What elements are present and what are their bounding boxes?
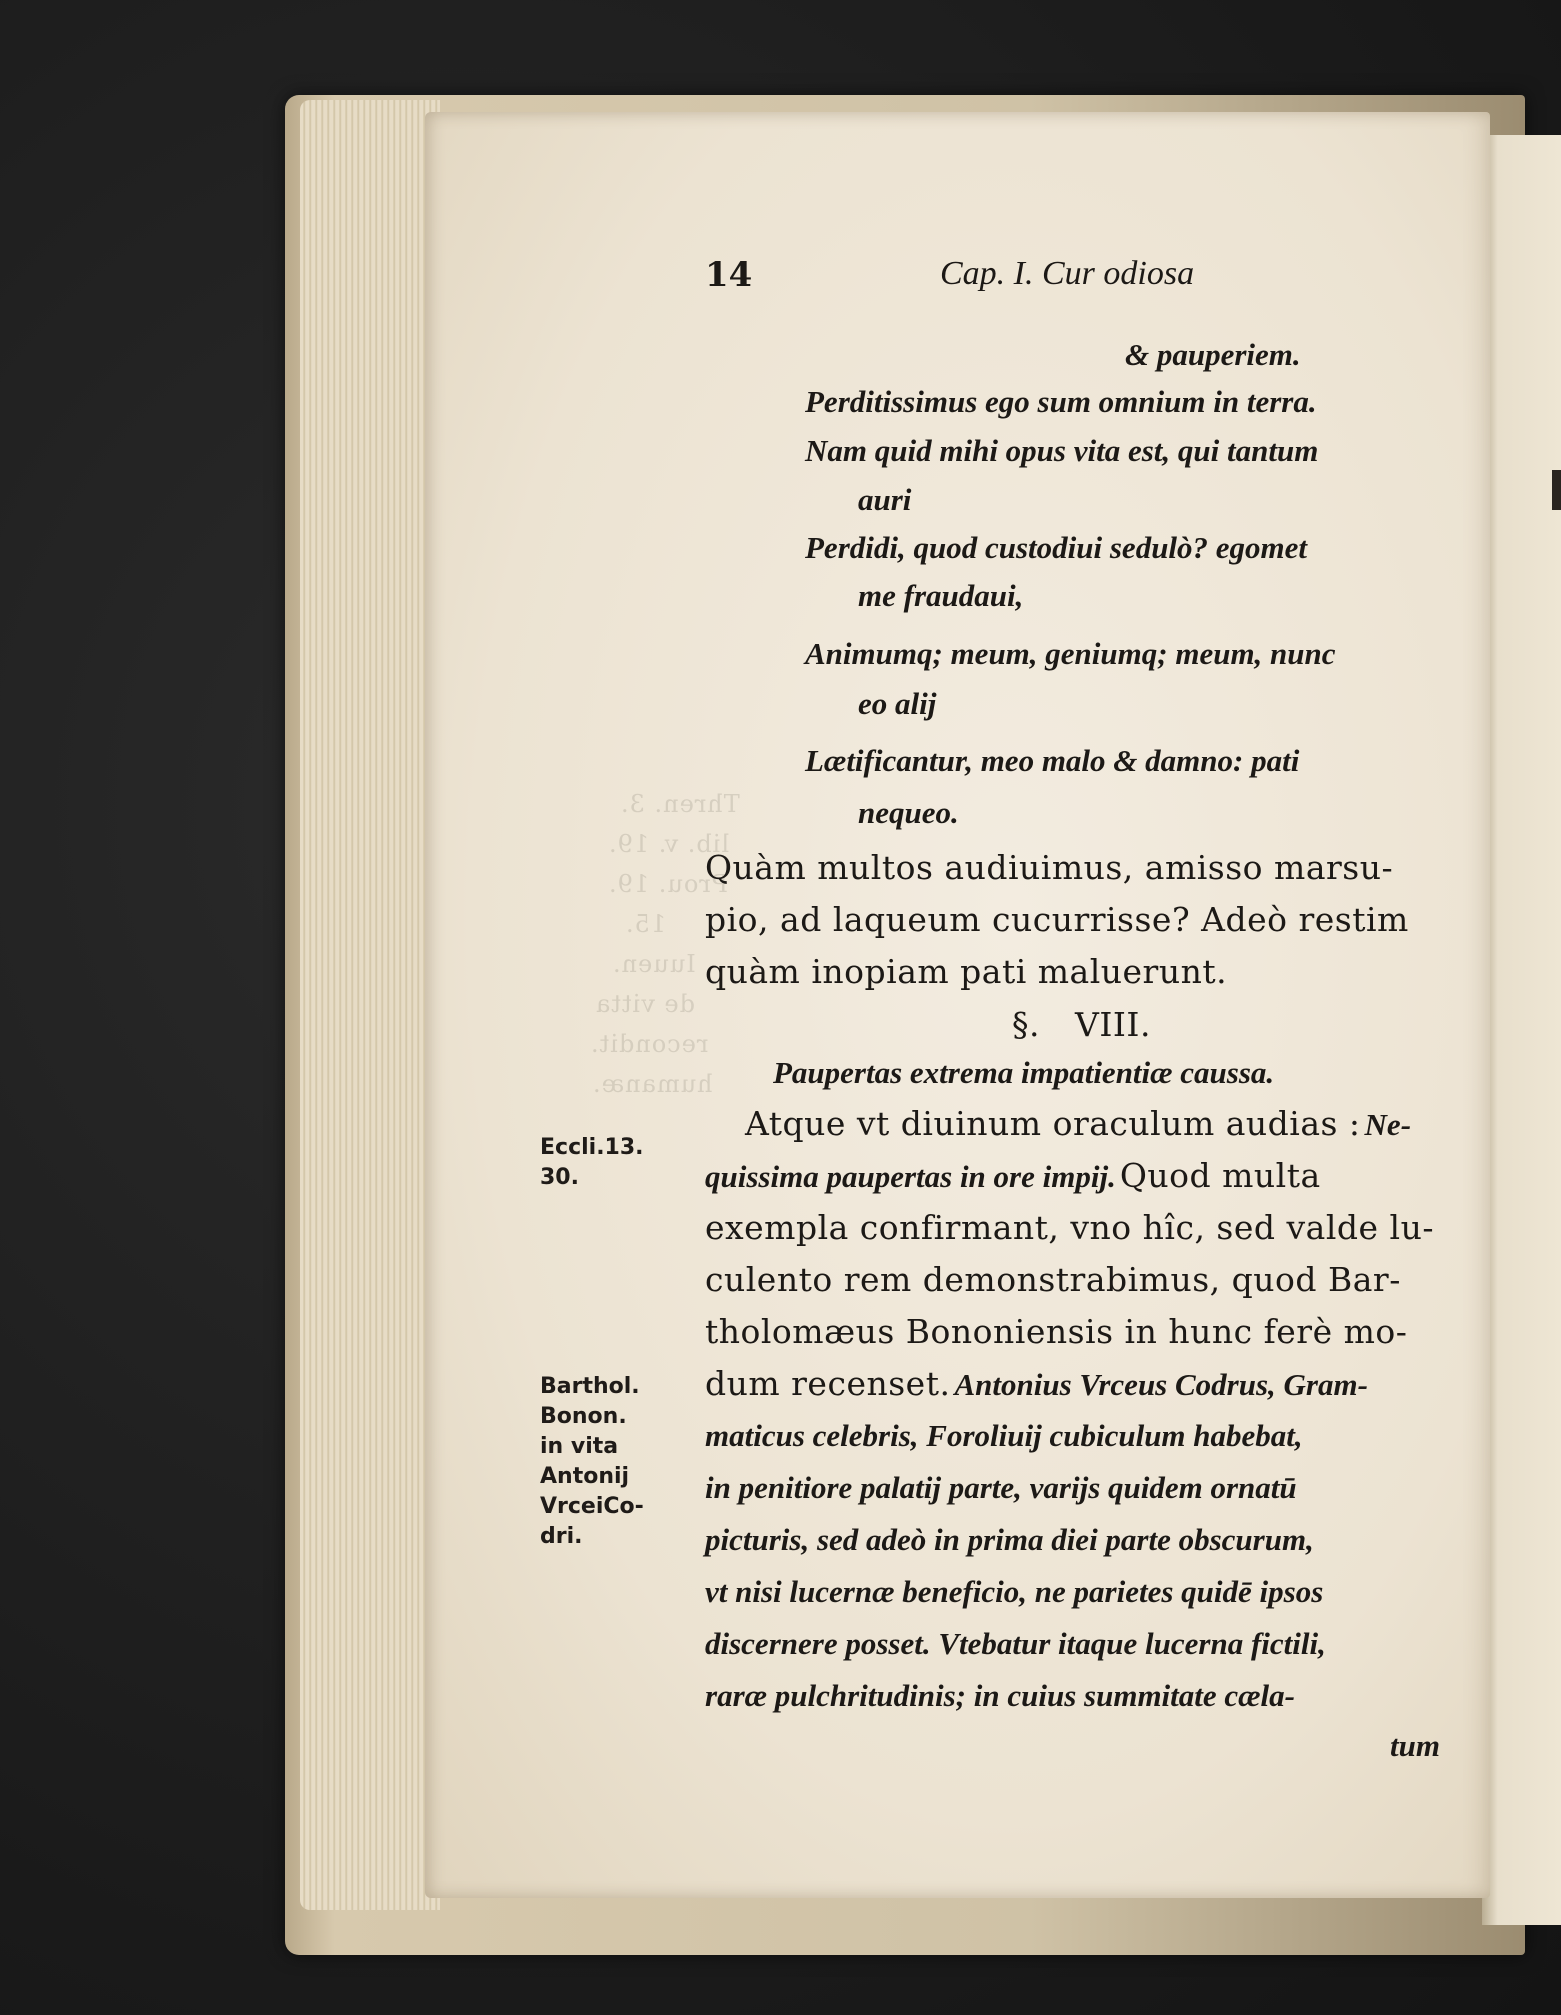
- bleed-through-note: Prou. 19.: [608, 870, 728, 898]
- body-text: dum recenset.: [705, 1364, 951, 1403]
- quotation: quissima paupertas in ore impij.: [705, 1159, 1116, 1194]
- verse-line: & pauperiem.: [1125, 337, 1301, 372]
- page-number: 14: [705, 255, 753, 295]
- quotation: Ne-: [1364, 1107, 1412, 1142]
- verse-line: me fraudaui,: [858, 578, 1024, 613]
- section-number: VIII.: [1075, 1005, 1151, 1044]
- opposite-page-mark: [1552, 470, 1561, 510]
- section-symbol: §.: [1012, 1005, 1040, 1044]
- body-line: [705, 1156, 1321, 1195]
- margin-note-line: in vita: [540, 1434, 619, 1459]
- margin-note-line: 30.: [540, 1165, 579, 1190]
- margin-note-barthol: [540, 1372, 644, 1552]
- bleed-through-note: recondit.: [590, 1030, 709, 1058]
- body-line: vt nisi lucernæ beneficio, ne parietes quidē ipsos: [705, 1574, 1324, 1609]
- body-line: picturis, sed adeò in prima diei parte obscurum,: [705, 1522, 1314, 1557]
- margin-note-line: Barthol.: [540, 1374, 640, 1399]
- verse-line: Perditissimus ego sum omnium in terra.: [805, 384, 1317, 419]
- body-line: Quàm multos audiuimus, amisso marsu-: [705, 848, 1394, 887]
- opposite-page-edge: [1482, 135, 1561, 1925]
- margin-note-line: Eccli.13.: [540, 1135, 644, 1160]
- margin-note-line: VrceiCo-: [540, 1494, 644, 1519]
- verse-line: Perdidi, quod custodiui sedulò? egomet: [805, 530, 1308, 565]
- verse-line: Animumq; meum, geniumq; meum, nunc: [805, 636, 1336, 671]
- body-line: in penitiore palatij parte, varijs quidem ornatū: [705, 1470, 1297, 1505]
- page-edges: [300, 100, 440, 1910]
- body-line: culento rem demonstrabimus, quod Bar-: [705, 1260, 1401, 1299]
- verse-line: Nam quid mihi opus vita est, qui tantum: [805, 433, 1319, 468]
- body-line: [705, 1364, 1368, 1403]
- body-line: quàm inopiam pati maluerunt.: [705, 952, 1228, 991]
- bleed-through-note: lib. v. 19.: [608, 830, 730, 858]
- body-line: exempla confirmant, vno hîc, sed valde lu-: [705, 1208, 1434, 1247]
- margin-note-line: Bonon.: [540, 1404, 627, 1429]
- body-line: maticus celebris, Foroliuij cubiculum habebat,: [705, 1418, 1303, 1453]
- margin-note-line: dri.: [540, 1524, 583, 1549]
- bleed-through-note: humanæ.: [592, 1070, 713, 1098]
- section-subtitle: Paupertas extrema impatientiæ caussa.: [773, 1055, 1275, 1090]
- quotation: Antonius Vrceus Codrus, Gram-: [954, 1367, 1368, 1402]
- body-text: Atque vt diuinum oraculum audias :: [745, 1104, 1361, 1143]
- verse-line: nequeo.: [858, 795, 959, 830]
- margin-note-line: Antonij: [540, 1464, 630, 1489]
- bleed-through-note: Iuuen.: [612, 950, 696, 978]
- body-line: raræ pulchritudinis; in cuius summitate cæla-: [705, 1678, 1295, 1713]
- body-line: tholomæus Bononiensis in hunc ferè mo-: [705, 1312, 1408, 1351]
- running-head-title: Cap. I. Cur odiosa: [940, 255, 1195, 292]
- verse-line: Lætificantur, meo malo & damno: pati: [805, 743, 1300, 778]
- body-line: [745, 1104, 1411, 1143]
- bleed-through-note: de vitta: [595, 990, 696, 1018]
- body-line: discernere posset. Vtebatur itaque lucerna fictili,: [705, 1626, 1326, 1661]
- catchword: tum: [1390, 1728, 1440, 1763]
- bleed-through-note: 15.: [625, 910, 667, 938]
- verse-line: auri: [858, 482, 912, 517]
- body-text: Quod multa: [1119, 1156, 1321, 1195]
- verse-line: eo alij: [858, 686, 937, 721]
- bleed-through-note: Thren. 3.: [620, 790, 740, 818]
- margin-note-eccli: [540, 1133, 644, 1193]
- body-line: pio, ad laqueum cucurrisse? Adeò restim: [705, 900, 1409, 939]
